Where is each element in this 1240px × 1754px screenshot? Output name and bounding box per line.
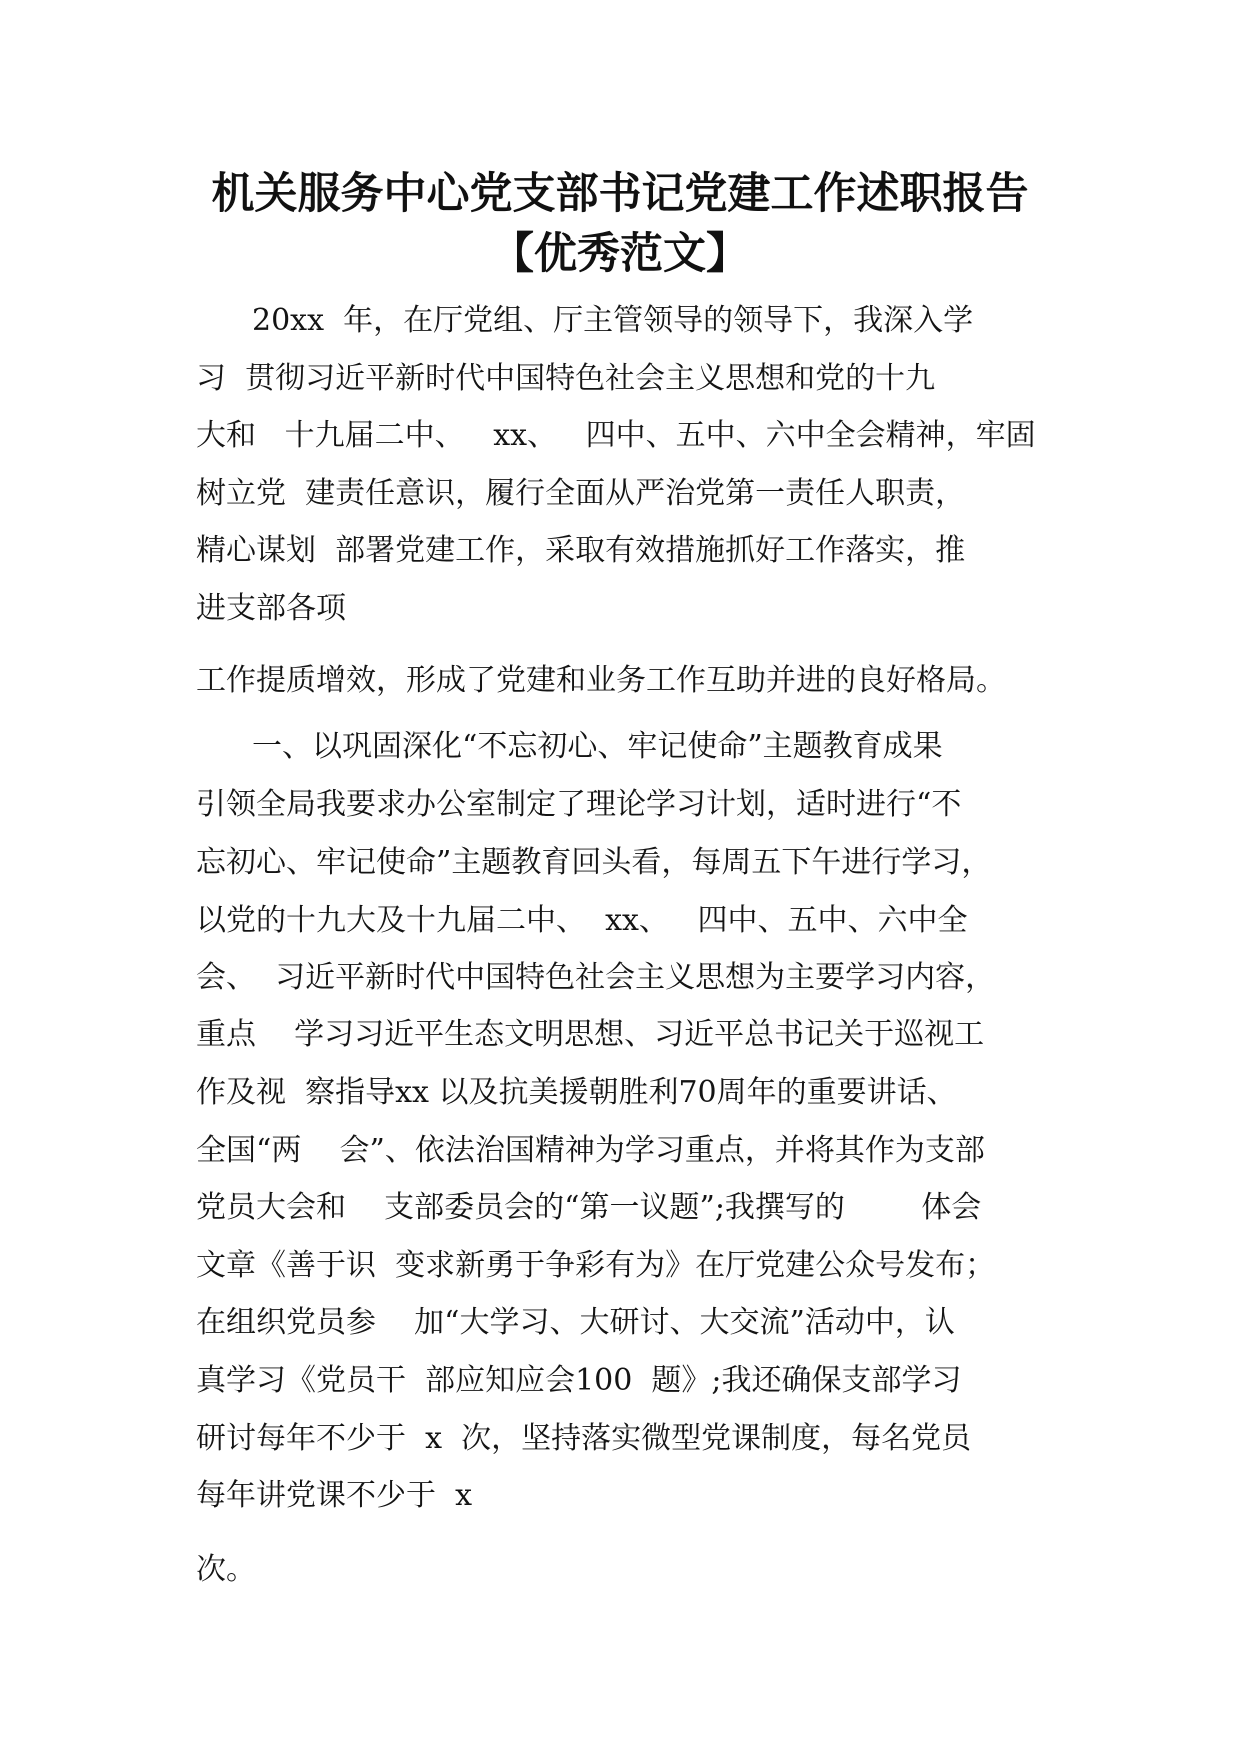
body-text-line: 精心谋划 部署党建工作，采取有效措施抓好工作落实，推 xyxy=(196,533,966,568)
body-text-line: 20xx 年，在厅党组、厅主管领导的领导下，我深入学 xyxy=(252,303,974,338)
body-text-line: 作及视 察指导xx 以及抗美援朝胜利70周年的重要讲话、 xyxy=(196,1075,957,1110)
body-text-line: 文章《善于识 变求新勇于争彩有为》在厅党建公众号发布； xyxy=(196,1248,996,1283)
body-text-line: 工作提质增效，形成了党建和业务工作互助并进的良好格局。 xyxy=(196,663,1006,698)
body-text-line: 进支部各项 xyxy=(196,591,346,626)
body-text-line: 次。 xyxy=(196,1552,256,1587)
body-text-line: 全国“两 会”、依法治国精神为学习重点，并将其作为支部 xyxy=(196,1133,985,1168)
body-text-line: 重点 学习习近平生态文明思想、习近平总书记关于巡视工 xyxy=(196,1017,985,1052)
body-text-line: 习 贯彻习近平新时代中国特色社会主义思想和党的十九 xyxy=(196,361,936,396)
body-text-line: 党员大会和 支部委员会的“第一议题”;我撰写的 体会 xyxy=(196,1190,982,1225)
document-title-suffix: 【优秀范文】 xyxy=(491,229,749,279)
body-text-line: 会、 习近平新时代中国特色社会主义思想为主要学习内容， xyxy=(196,960,996,995)
body-text-line: 真学习《党员干 部应知应会100 题》;我还确保支部学习 xyxy=(196,1363,962,1398)
body-text-line: 引领全局我要求办公室制定了理论学习计划，适时进行“不 xyxy=(196,787,962,822)
body-text-line: 每年讲党课不少于 x xyxy=(196,1478,472,1513)
body-text-line: 在组织党员参 加“大学习、大研讨、大交流”活动中，认 xyxy=(196,1305,955,1340)
body-text-line: 一、以巩固深化“不忘初心、牢记使命”主题教育成果 xyxy=(252,729,943,764)
document-title: 机关服务中心党支部书记党建工作述职报告 xyxy=(211,169,1029,219)
body-text-line: 忘初心、牢记使命”主题教育回头看，每周五下午进行学习， xyxy=(196,845,992,880)
body-text-line: 研讨每年不少于 x 次，坚持落实微型党课制度，每名党员 xyxy=(196,1421,972,1456)
body-text-line: 以党的十九大及十九届二中、 xx、 四中、五中、六中全 xyxy=(196,903,968,938)
body-text-line: 大和 十九届二中、 xx、 四中、五中、六中全会精神，牢固 xyxy=(196,418,1036,453)
body-text-line: 树立党 建责任意识，履行全面从严治党第一责任人职责， xyxy=(196,476,966,511)
